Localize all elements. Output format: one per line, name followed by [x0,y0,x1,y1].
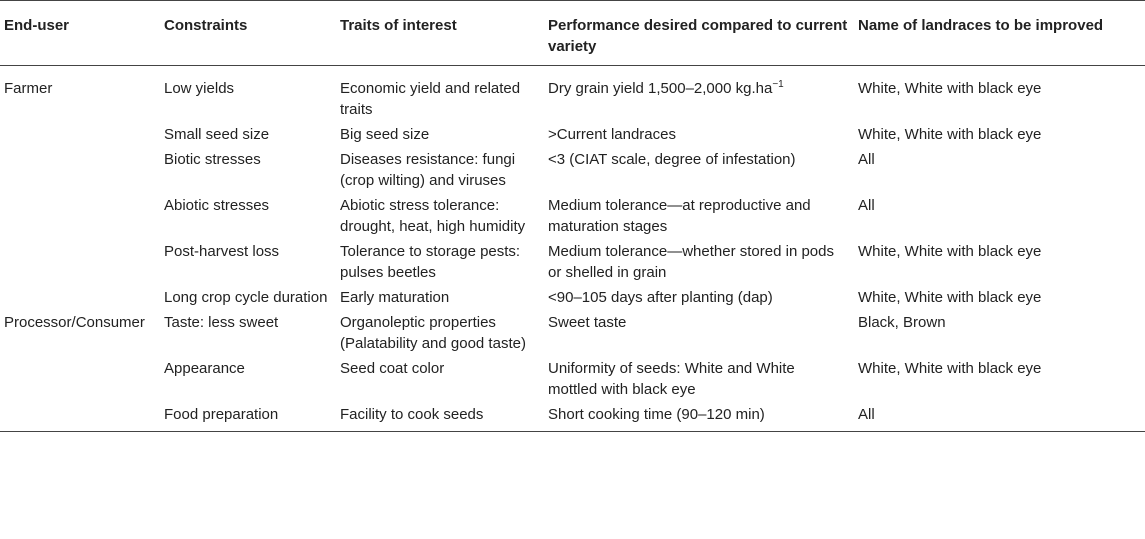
cell-landraces: White, White with black eye [858,360,1042,377]
table-row [0,66,1145,121]
header-landraces: Name of landraces to be improved [854,1,1145,66]
cell-performance: <90–105 days after planting (dap) [548,289,773,306]
cell-end-user [0,145,160,191]
cell-landraces: White, White with black eye [858,243,1042,260]
table-body [0,66,1145,432]
cell-trait: Seed coat color [340,360,445,377]
table-row [0,145,1145,191]
cell-constraint: Small seed size [164,126,270,143]
cell-constraint: Abiotic stresses [164,197,270,214]
header-end-user: End-user [0,1,160,66]
table-row [0,400,1145,432]
table-row [0,308,1145,354]
header-traits: Traits of interest [336,1,544,66]
cell-end-user [0,120,160,145]
header-row [0,1,1145,66]
performance-text: Dry grain yield 1,500–2,000 kg.ha [548,80,773,97]
cell-trait: Early maturation [340,289,450,306]
cell-end-user [0,191,160,237]
cell-landraces: Black, Brown [858,314,946,331]
cell-end-user: Processor/Consumer [4,314,145,331]
cell-performance: Uniformity of seeds: White and White mottled with black eye [548,360,795,398]
cell-landraces: All [854,400,1145,432]
cell-trait: Abiotic stress tolerance: drought, heat, high humidity [340,197,526,235]
cell-end-user: Farmer [4,80,53,97]
cell-performance: Sweet taste [548,314,627,331]
cell-constraint: Taste: less sweet [164,314,279,331]
cell-constraint: Post-harvest loss [164,243,280,260]
table-row [0,120,1145,145]
cell-landraces: All [858,151,875,168]
table-row [0,354,1145,400]
cell-trait: Economic yield and related traits [340,80,521,118]
cell-end-user [0,400,160,432]
cell-landraces: White, White with black eye [858,80,1042,97]
table-header [0,1,1145,66]
cell-end-user [0,354,160,400]
cell-landraces: White, White with black eye [858,126,1042,143]
cell-performance: Medium tolerance—whether stored in pods or shelled in grain [548,243,834,281]
table-row [0,191,1145,237]
table-row [0,283,1145,308]
cell-performance: Medium tolerance—at reproductive and maturation stages [548,197,811,235]
performance-superscript: −1 [772,79,784,90]
cell-performance: >Current landraces [548,126,676,143]
cell-landraces: White, White with black eye [858,289,1042,306]
cell-trait: Big seed size [340,126,430,143]
cell-trait: Diseases resistance: fungi (crop wilting) and viruses [340,151,516,189]
cell-constraint: Long crop cycle duration [164,289,328,306]
cell-trait: Tolerance to storage pests: pulses beetles [340,243,521,281]
cell-end-user [0,283,160,308]
cell-landraces: All [858,197,875,214]
cell-performance [544,66,854,121]
cell-trait: Facility to cook seeds [336,400,544,432]
header-constraints: Constraints [160,1,336,66]
cell-constraint: Appearance [164,360,245,377]
cell-end-user [0,237,160,283]
table-row [0,237,1145,283]
cell-performance: <3 (CIAT scale, degree of infestation) [548,151,796,168]
cell-constraint: Low yields [164,80,235,97]
header-performance: Performance desired compared to current variety [544,1,854,66]
cell-constraint: Food preparation [160,400,336,432]
cell-performance: Short cooking time (90–120 min) [544,400,854,432]
cell-constraint: Biotic stresses [164,151,261,168]
cell-trait: Organoleptic properties (Palatability and good taste) [340,314,526,352]
